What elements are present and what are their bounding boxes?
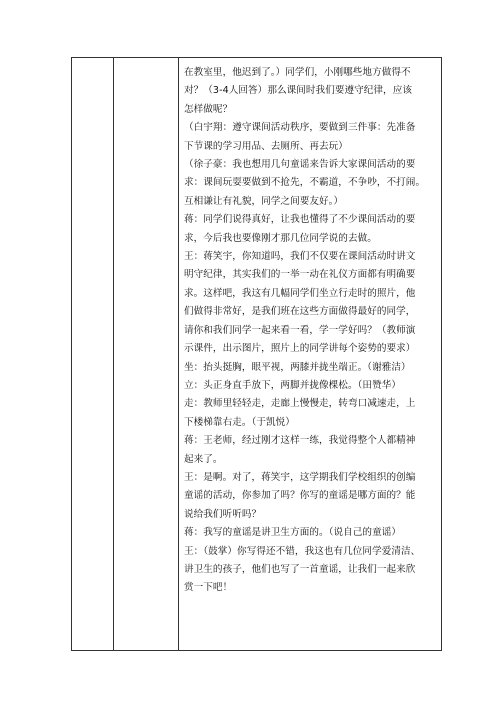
text-line: 求，今后我也要像刚才那几位同学说的去做。 xyxy=(184,232,377,244)
table-column-1 xyxy=(72,58,114,650)
text-line: 讲卫生的孩子，他们也写了一首童谣，让我们一起来欣 xyxy=(184,563,416,575)
text-line: 王：（鼓掌）你写得还不错，我这也有几位同学爱清洁、 xyxy=(184,545,421,557)
text-line: 坐：抬头挺胸，眼平视，两膝并拢坐端正。（谢雅洁） xyxy=(184,361,411,373)
text-line: 请你和我们同学一起来看一看，学一学好吗？（教师演 xyxy=(184,324,416,336)
table-column-2 xyxy=(114,58,179,650)
text-line: 王：是啊。对了，蒋笑宇，这学期我们学校组织的创编 xyxy=(184,471,416,483)
text-line: 说给我们听听吗？ xyxy=(184,508,262,520)
text-line: （白宇翔：遵守课间活动秩序，要做到三件事：先准备 xyxy=(184,122,416,134)
text-line: 在教室里，他迟到了。）同学们，小刚哪些地方做得不 xyxy=(184,67,411,78)
text-line: 童谣的活动，你参加了吗？你写的童谣是哪方面的？能 xyxy=(184,490,416,502)
text-line: 走：教师里轻轻走，走廊上慢慢走，转弯口减速走，上 xyxy=(184,398,416,410)
text-line: 立：头正身直手放下，两脚并拢像棵松。（田赞华） xyxy=(184,379,402,391)
text-line: 下楼梯靠右走。（于凯悦） xyxy=(184,416,295,428)
text-line: 明守纪律，其实我们的一举一动在礼仪方面都有明确要 xyxy=(184,269,416,281)
text-line: 对？（3-4人回答）那么课间时我们要遵守纪律，应该 xyxy=(184,85,412,97)
text-line: 蒋：王老师，经过刚才这样一练，我觉得整个人都精神 xyxy=(184,435,416,447)
text-line: 王：蒋笑宇，你知道吗，我们不仅要在课间活动时讲文 xyxy=(184,251,416,263)
text-line: 下节课的学习用品、去厕所、再去玩） xyxy=(184,140,348,152)
text-line: 起来了。 xyxy=(184,453,223,465)
text-line: 怎样做呢？ xyxy=(184,103,233,115)
text-line: 蒋：我写的童谣是讲卫生方面的。（说自己的童谣） xyxy=(184,527,402,539)
lesson-table xyxy=(71,57,442,651)
text-line: 们做得非常好，是我们班在这些方面做得最好的同学， xyxy=(184,306,416,318)
text-line: 求。这样吧，我这有几幅同学们坐立行走时的照片，他 xyxy=(184,287,416,299)
text-line: 求：课间玩耍要做到不抢先，不霸道，不争吵，不打闹。 xyxy=(184,177,426,189)
text-line: 示课件，出示图片，照片上的同学讲每个姿势的要求） xyxy=(184,343,416,355)
text-line: 互相谦让有礼貌，同学之间要友好。） xyxy=(184,195,344,207)
lesson-dialogue-text xyxy=(184,64,438,598)
text-line: 赏一下吧！ xyxy=(184,582,233,594)
text-line: 蒋：同学们说得真好，让我也懂得了不少课间活动的要 xyxy=(184,214,416,226)
text-line: （徐子豪：我也想用几句童谣来告诉大家课间活动的要 xyxy=(184,159,416,171)
